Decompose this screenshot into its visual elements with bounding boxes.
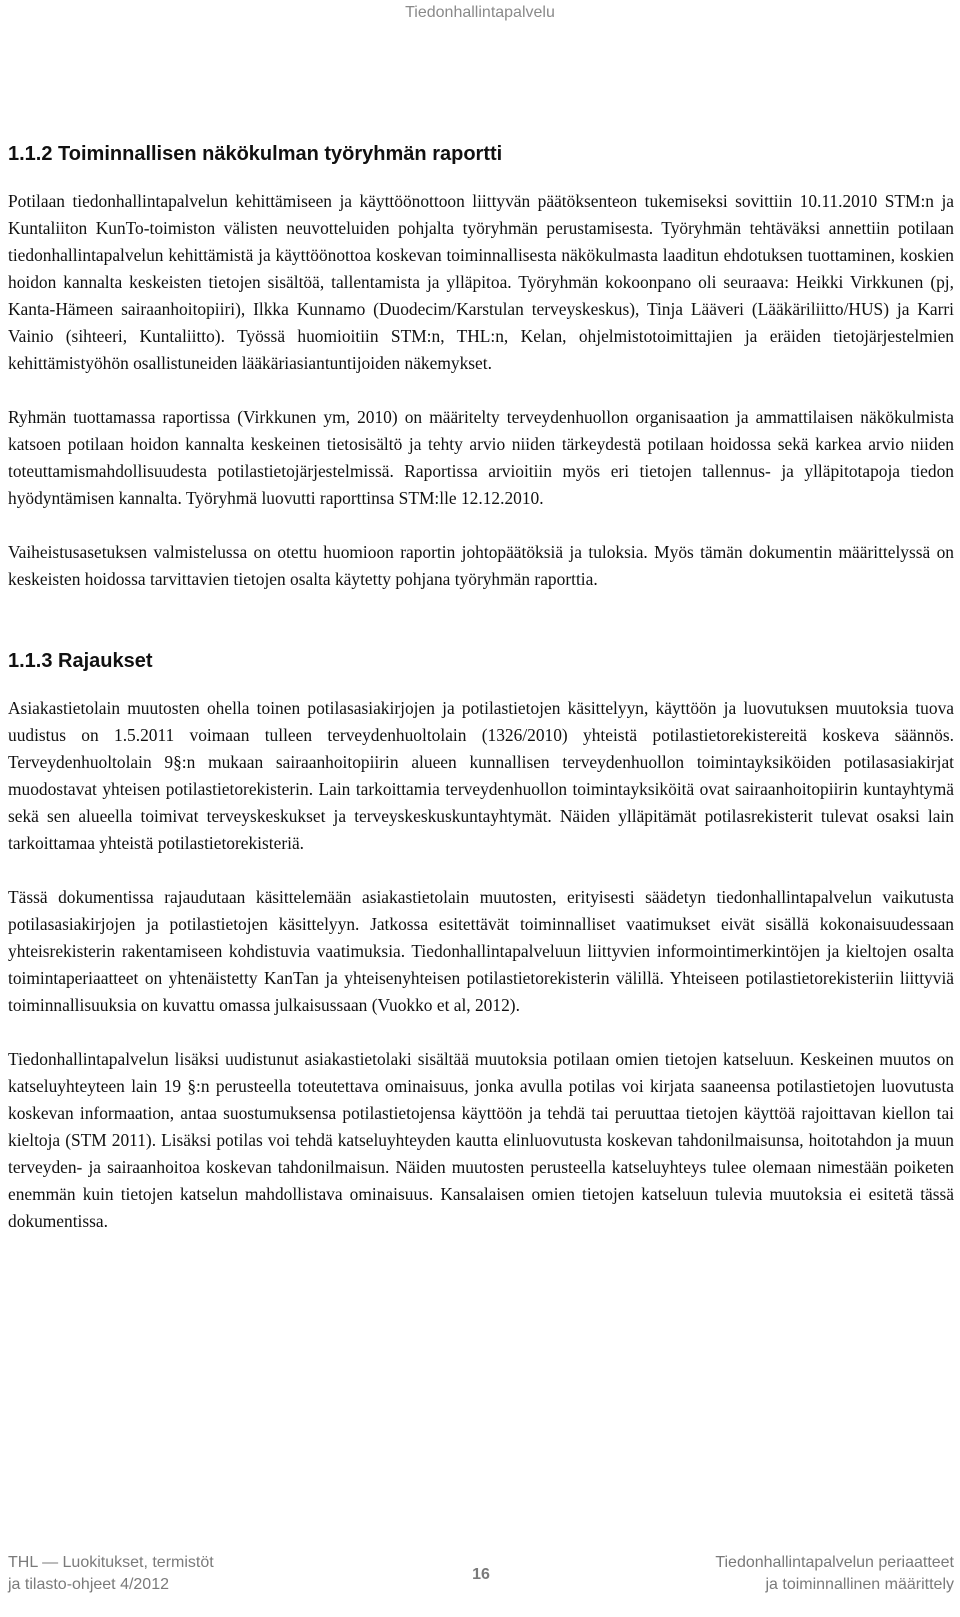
section-heading-1-1-2: 1.1.2 Toiminnallisen näkökulman työryhmän raportti (8, 143, 503, 165)
paragraph: Potilaan tiedonhallintapalvelun kehittämiseen ja käyttöönottoon liittyvän päätöksenteon tukemiseksi sovittiin 10.11.2010 STM:n ja Kuntaliiton KunTo-toimiston välisten neuvotteluiden pohjalta työryhmän perustamisesta. Työryhmän tehtäväksi annettiin potilaan tiedonhallintapalvelun kehittämistä ja käyttöönottoa koskevan toiminnallisesta näkökulmasta laaditun ehdotuksen tuottaminen, koskien hoidon kannalta keskeisten tietojen sisältöä, tallentamista ja ylläpitoa. Työryhmän kokoonpano oli seuraava: Heikki Virkkunen (pj, Kanta-Hämeen sairaanhoitopiiri), Ilkka Kunnamo (Duodecim/Karstulan terveyskeskus), Tinja Lääveri (Lääkäriliitto/HUS) ja Karri Vainio (sihteeri, Kuntaliitto). Työssä huomioitiin STM:n, THL:n, Kelan, ohjelmistotoimittajien ja eräiden tietojärjestelmien kehittämistyöhön osallistuneiden lääkäriasiantuntijoiden näkemykset. (8, 191, 954, 373)
page-number: 16 (472, 1566, 490, 1583)
section-heading-1-1-3: 1.1.3 Rajaukset (8, 650, 153, 672)
paragraph: Asiakastietolain muutosten ohella toinen potilasasiakirjojen ja potilastietojen käsittelyyn, käyttöön ja luovutuksen muutoksia tuova uudistus on 1.5.2011 voimaan tulleen terveydenhuoltolain (1326/2010) yhteistä potilastietorekistereitä koskeva säännös. Terveydenhuoltolain 9§:n mukaan sairaanhoitopiirin alueen kunnallisen terveydenhuollon toimintayksiköiden potilasasiakirjat muodostavat yhteisen potilastietorekisterin. Lain tarkoittamia terveydenhuollon toimintayksiköitä ovat sairaanhoitopiirin kuntayhtymä sekä sen alueella toimivat terveyskeskukset ja terveyskeskuskuntayhtymät. Näiden ylläpitämät potilasrekisterit tulevat osaksi lain tarkoittamaa yhteistä potilastietorekisteriä. (8, 698, 954, 853)
footer-left-line: THL — Luokitukset, termistöt (8, 1554, 214, 1571)
paragraph: Tiedonhallintapalvelun lisäksi uudistunut asiakastietolaki sisältää muutoksia potilaan omien tietojen katseluun. Keskeinen muutos on katseluyhteyteen lain 19 §:n perusteella toteutettava ominaisuus, jonka avulla potilas voi kirjata saaneensa potilastietojen luovutusta koskevan informaation, antaa suostumuksensa potilastietojensa käyttöön ja tehdä tai peruuttaa tietojen käyttöä rajoittavan kiellon tai kieltoja (STM 2011). Lisäksi potilas voi tehdä katseluyhteyden kautta elinluovutusta koskevan tahdonilmaisunsa, hoitotahdon ja muun terveyden- ja sairaanhoitoa koskevan tahdonilmaisun. Näiden muutosten perusteella katseluyhteys tulee olemaan nimestään poiketen enemmän kuin tietojen katselun mahdollistava ominaisuus. Kansalaisen omien tietojen katseluun tulevia muutoksia ei esitetä tässä dokumentissa. (8, 1049, 954, 1231)
paragraph: Tässä dokumentissa rajaudutaan käsittelemään asiakastietolain muutosten, erityisesti säädetyn tiedonhallintapalvelun vaikutusta potilasasiakirjojen ja potilastietojen käsittelyyn. Jatkossa esitettävät toiminnalliset vaatimukset eivät sisällä kokonaisuudessaan yhteisrekisterin rakentamiseen kohdistuvia vaatimuksia. Tiedonhallintapalveluun liittyvien informointimerkintöjen ja kieltojen osalta toimintaperiaatteet on yhtenäistetty KanTan ja yhteisenyhteisen potilastietorekisterin välillä. Yhteiseen potilastietorekisteriin liittyviä toiminnallisuuksia on kuvattu omassa julkaisussaan (Vuokko et al, 2012). (8, 887, 954, 1015)
running-header: Tiedonhallintapalvelu (405, 4, 555, 21)
paragraph: Ryhmän tuottamassa raportissa (Virkkunen ym, 2010) on määritelty terveydenhuollon organisaation ja ammattilaisen näkökulmista katsoen potilaan hoidon kannalta keskeinen tietosisältö ja tehty arvio niiden tärkeydestä potilaan hoidossa sekä karkea arvio niiden toteuttamismahdollisuudesta potilastietojärjestelmissä. Raportissa arvioitiin myös eri tietojen tallennus- ja ylläpitotapoja tiedon hyödyntämisen kannalta. Työryhmä luovutti raporttinsa STM:lle 12.12.2010. (8, 407, 954, 508)
footer-document-title (715, 1552, 954, 1596)
footer-right-line: Tiedonhallintapalvelun periaatteet (715, 1554, 954, 1571)
paragraph: Vaiheistusasetuksen valmistelussa on otettu huomioon raportin johtopäätöksiä ja tuloksia. Myös tämän dokumentin määrittelyssä on keskeisten hoidossa tarvittavien tietojen osalta käytetty pohjana työryhmän raporttia. (8, 542, 954, 589)
footer-left-line: ja tilasto-ohjeet 4/2012 (8, 1576, 169, 1593)
footer-right-line: ja toiminnallinen määrittely (765, 1576, 954, 1593)
page-footer (8, 1552, 954, 1612)
document-body (8, 140, 954, 1235)
